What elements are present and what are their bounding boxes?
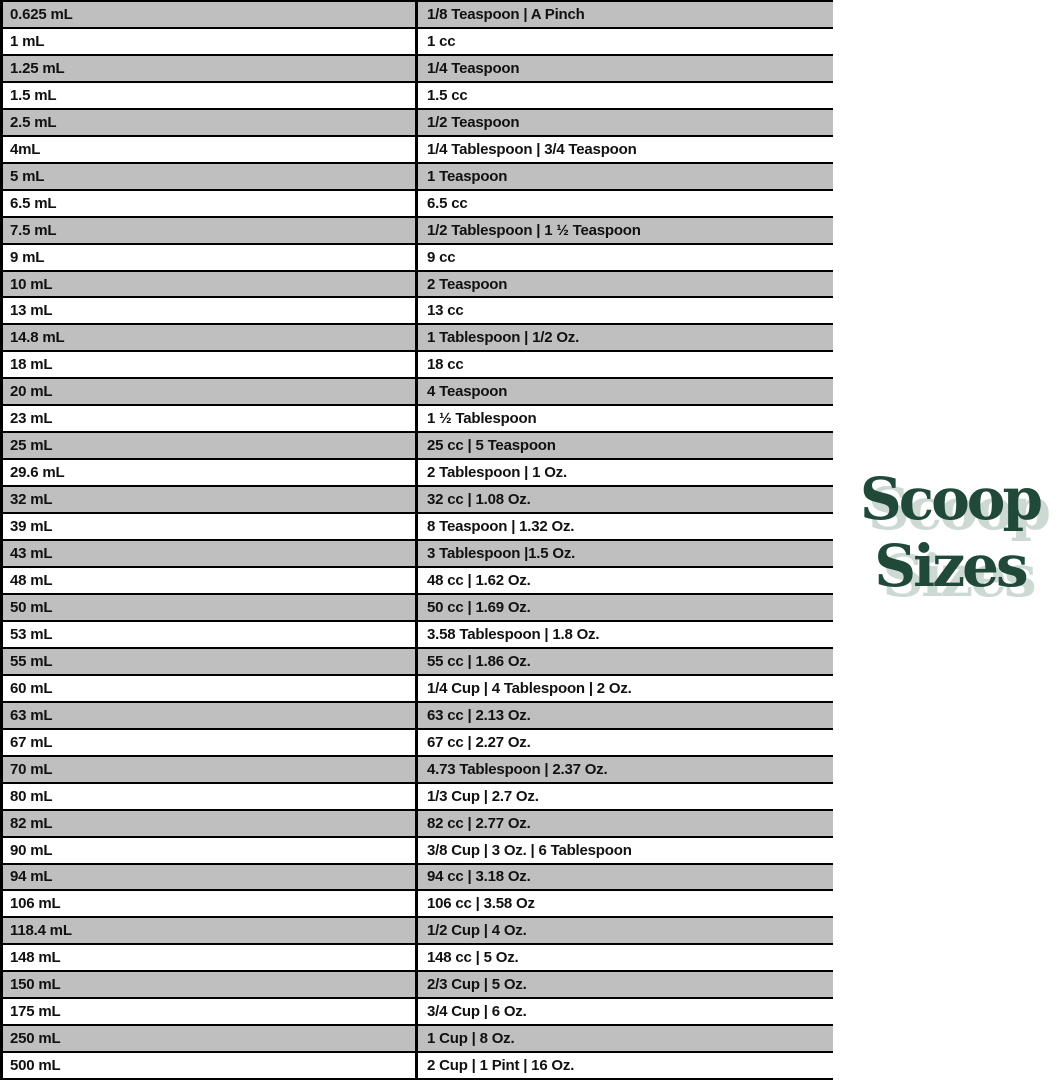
ml-cell: 20 mL (10, 383, 53, 401)
table-row (3, 622, 833, 649)
table-row (3, 433, 833, 460)
table-row (3, 568, 833, 595)
table-row (3, 29, 833, 56)
table-row (3, 972, 833, 999)
table-row (3, 245, 833, 272)
ml-cell: 5 mL (10, 167, 45, 185)
conversion-cell: 8 Teaspoon | 1.32 Oz. (415, 514, 833, 539)
conversion-cell: 32 cc | 1.08 Oz. (415, 487, 833, 512)
table-row (3, 811, 833, 838)
ml-cell: 250 mL (10, 1030, 61, 1048)
table-row (3, 137, 833, 164)
conversion-cell: 63 cc | 2.13 Oz. (415, 703, 833, 728)
table-row (3, 1053, 833, 1080)
ml-cell: 25 mL (10, 437, 53, 455)
table-row (3, 918, 833, 945)
table-row (3, 272, 833, 299)
ml-cell: 14.8 mL (10, 329, 65, 347)
table-row (3, 784, 833, 811)
ml-cell: 94 mL (10, 868, 53, 886)
ml-cell: 118.4 mL (10, 922, 72, 940)
conversion-cell: 18 cc (415, 352, 833, 377)
conversion-cell: 67 cc | 2.27 Oz. (415, 730, 833, 755)
ml-cell: 148 mL (10, 949, 61, 967)
ml-cell: 70 mL (10, 760, 53, 778)
conversion-cell: 1/3 Cup | 2.7 Oz. (415, 784, 833, 809)
ml-cell: 23 mL (10, 410, 53, 428)
ml-cell: 13 mL (10, 302, 53, 320)
logo-line-1: Scoop (859, 465, 1041, 533)
ml-cell: 500 mL (10, 1057, 61, 1075)
table-row (3, 865, 833, 892)
table-row (3, 999, 833, 1026)
conversion-cell: 1 Teaspoon (415, 164, 833, 189)
table-row (3, 164, 833, 191)
ml-cell: 6.5 mL (10, 194, 57, 212)
table-row (3, 298, 833, 325)
ml-cell: 1.5 mL (10, 86, 57, 104)
ml-cell: 2.5 mL (10, 113, 57, 131)
conversion-cell: 13 cc (415, 298, 833, 323)
conversion-cell: 3 Tablespoon |1.5 Oz. (415, 541, 833, 566)
table-row (3, 2, 833, 29)
ml-cell: 106 mL (10, 895, 61, 913)
table-row (3, 649, 833, 676)
table-row (3, 406, 833, 433)
conversion-cell: 1.5 cc (415, 83, 833, 108)
conversion-cell: 6.5 cc (415, 191, 833, 216)
conversion-cell: 4 Teaspoon (415, 379, 833, 404)
logo-line-2: Sizes (874, 532, 1026, 600)
ml-cell: 18 mL (10, 356, 53, 374)
ml-cell: 50 mL (10, 598, 53, 616)
conversion-cell: 1 cc (415, 29, 833, 54)
conversion-cell: 3/8 Cup | 3 Oz. | 6 Tablespoon (415, 838, 833, 863)
conversion-cell: 148 cc | 5 Oz. (415, 945, 833, 970)
conversion-cell: 50 cc | 1.69 Oz. (415, 595, 833, 620)
table-row (3, 891, 833, 918)
conversion-cell: 2 Teaspoon (415, 272, 833, 297)
table-row (3, 676, 833, 703)
ml-cell: 1 mL (10, 32, 45, 50)
ml-cell: 10 mL (10, 275, 53, 293)
conversion-cell: 48 cc | 1.62 Oz. (415, 568, 833, 593)
table-row (3, 838, 833, 865)
table-row (3, 218, 833, 245)
conversion-cell: 1/4 Tablespoon | 3/4 Teaspoon (415, 137, 833, 162)
ml-cell: 43 mL (10, 545, 53, 563)
ml-cell: 67 mL (10, 733, 53, 751)
ml-cell: 7.5 mL (10, 221, 57, 239)
ml-cell: 175 mL (10, 1003, 61, 1021)
ml-cell: 60 mL (10, 679, 53, 697)
conversion-cell: 25 cc | 5 Teaspoon (415, 433, 833, 458)
conversion-cell: 3/4 Cup | 6 Oz. (415, 999, 833, 1024)
ml-cell: 90 mL (10, 841, 53, 859)
table-row (3, 191, 833, 218)
table-row (3, 757, 833, 784)
table-row (3, 487, 833, 514)
conversion-cell: 9 cc (415, 245, 833, 270)
table-row (3, 945, 833, 972)
ml-cell: 63 mL (10, 706, 53, 724)
conversion-cell: 2 Tablespoon | 1 Oz. (415, 460, 833, 485)
conversion-cell: 2/3 Cup | 5 Oz. (415, 972, 833, 997)
ml-cell: 1.25 mL (10, 59, 65, 77)
conversion-cell: 94 cc | 3.18 Oz. (415, 865, 833, 890)
table-row (3, 595, 833, 622)
ml-cell: 9 mL (10, 248, 45, 266)
conversion-cell: 4.73 Tablespoon | 2.37 Oz. (415, 757, 833, 782)
conversion-cell: 3.58 Tablespoon | 1.8 Oz. (415, 622, 833, 647)
table-row (3, 541, 833, 568)
scoop-sizes-logo (840, 466, 1060, 600)
conversion-cell: 1/2 Teaspoon (415, 110, 833, 135)
table-row (3, 514, 833, 541)
table-row (3, 1026, 833, 1053)
ml-cell: 39 mL (10, 518, 53, 536)
ml-cell: 55 mL (10, 652, 53, 670)
table-row (3, 56, 833, 83)
conversion-cell: 1/8 Teaspoon | A Pinch (415, 2, 833, 27)
conversion-cell: 1 Tablespoon | 1/2 Oz. (415, 325, 833, 350)
ml-cell: 48 mL (10, 571, 53, 589)
table-row (3, 703, 833, 730)
conversion-cell: 1/2 Tablespoon | 1 ½ Teaspoon (415, 218, 833, 243)
ml-cell: 82 mL (10, 814, 53, 832)
ml-cell: 4mL (10, 140, 41, 158)
ml-cell: 53 mL (10, 625, 53, 643)
table-row (3, 325, 833, 352)
table-row (3, 110, 833, 137)
conversion-cell: 106 cc | 3.58 Oz (415, 891, 833, 916)
table-row (3, 352, 833, 379)
conversion-cell: 55 cc | 1.86 Oz. (415, 649, 833, 674)
table-row (3, 460, 833, 487)
conversion-cell: 1 Cup | 8 Oz. (415, 1026, 833, 1051)
ml-cell: 150 mL (10, 976, 61, 994)
conversion-cell: 82 cc | 2.77 Oz. (415, 811, 833, 836)
conversion-cell: 1/4 Cup | 4 Tablespoon | 2 Oz. (415, 676, 833, 701)
ml-cell: 29.6 mL (10, 464, 65, 482)
table-row (3, 83, 833, 110)
ml-cell: 32 mL (10, 491, 53, 509)
conversion-cell: 1/2 Cup | 4 Oz. (415, 918, 833, 943)
conversion-cell: 1/4 Teaspoon (415, 56, 833, 81)
table-row (3, 730, 833, 757)
conversion-cell: 2 Cup | 1 Pint | 16 Oz. (415, 1053, 833, 1078)
ml-cell: 80 mL (10, 787, 53, 805)
table-row (3, 379, 833, 406)
conversion-cell: 1 ½ Tablespoon (415, 406, 833, 431)
ml-cell: 0.625 mL (10, 5, 73, 23)
